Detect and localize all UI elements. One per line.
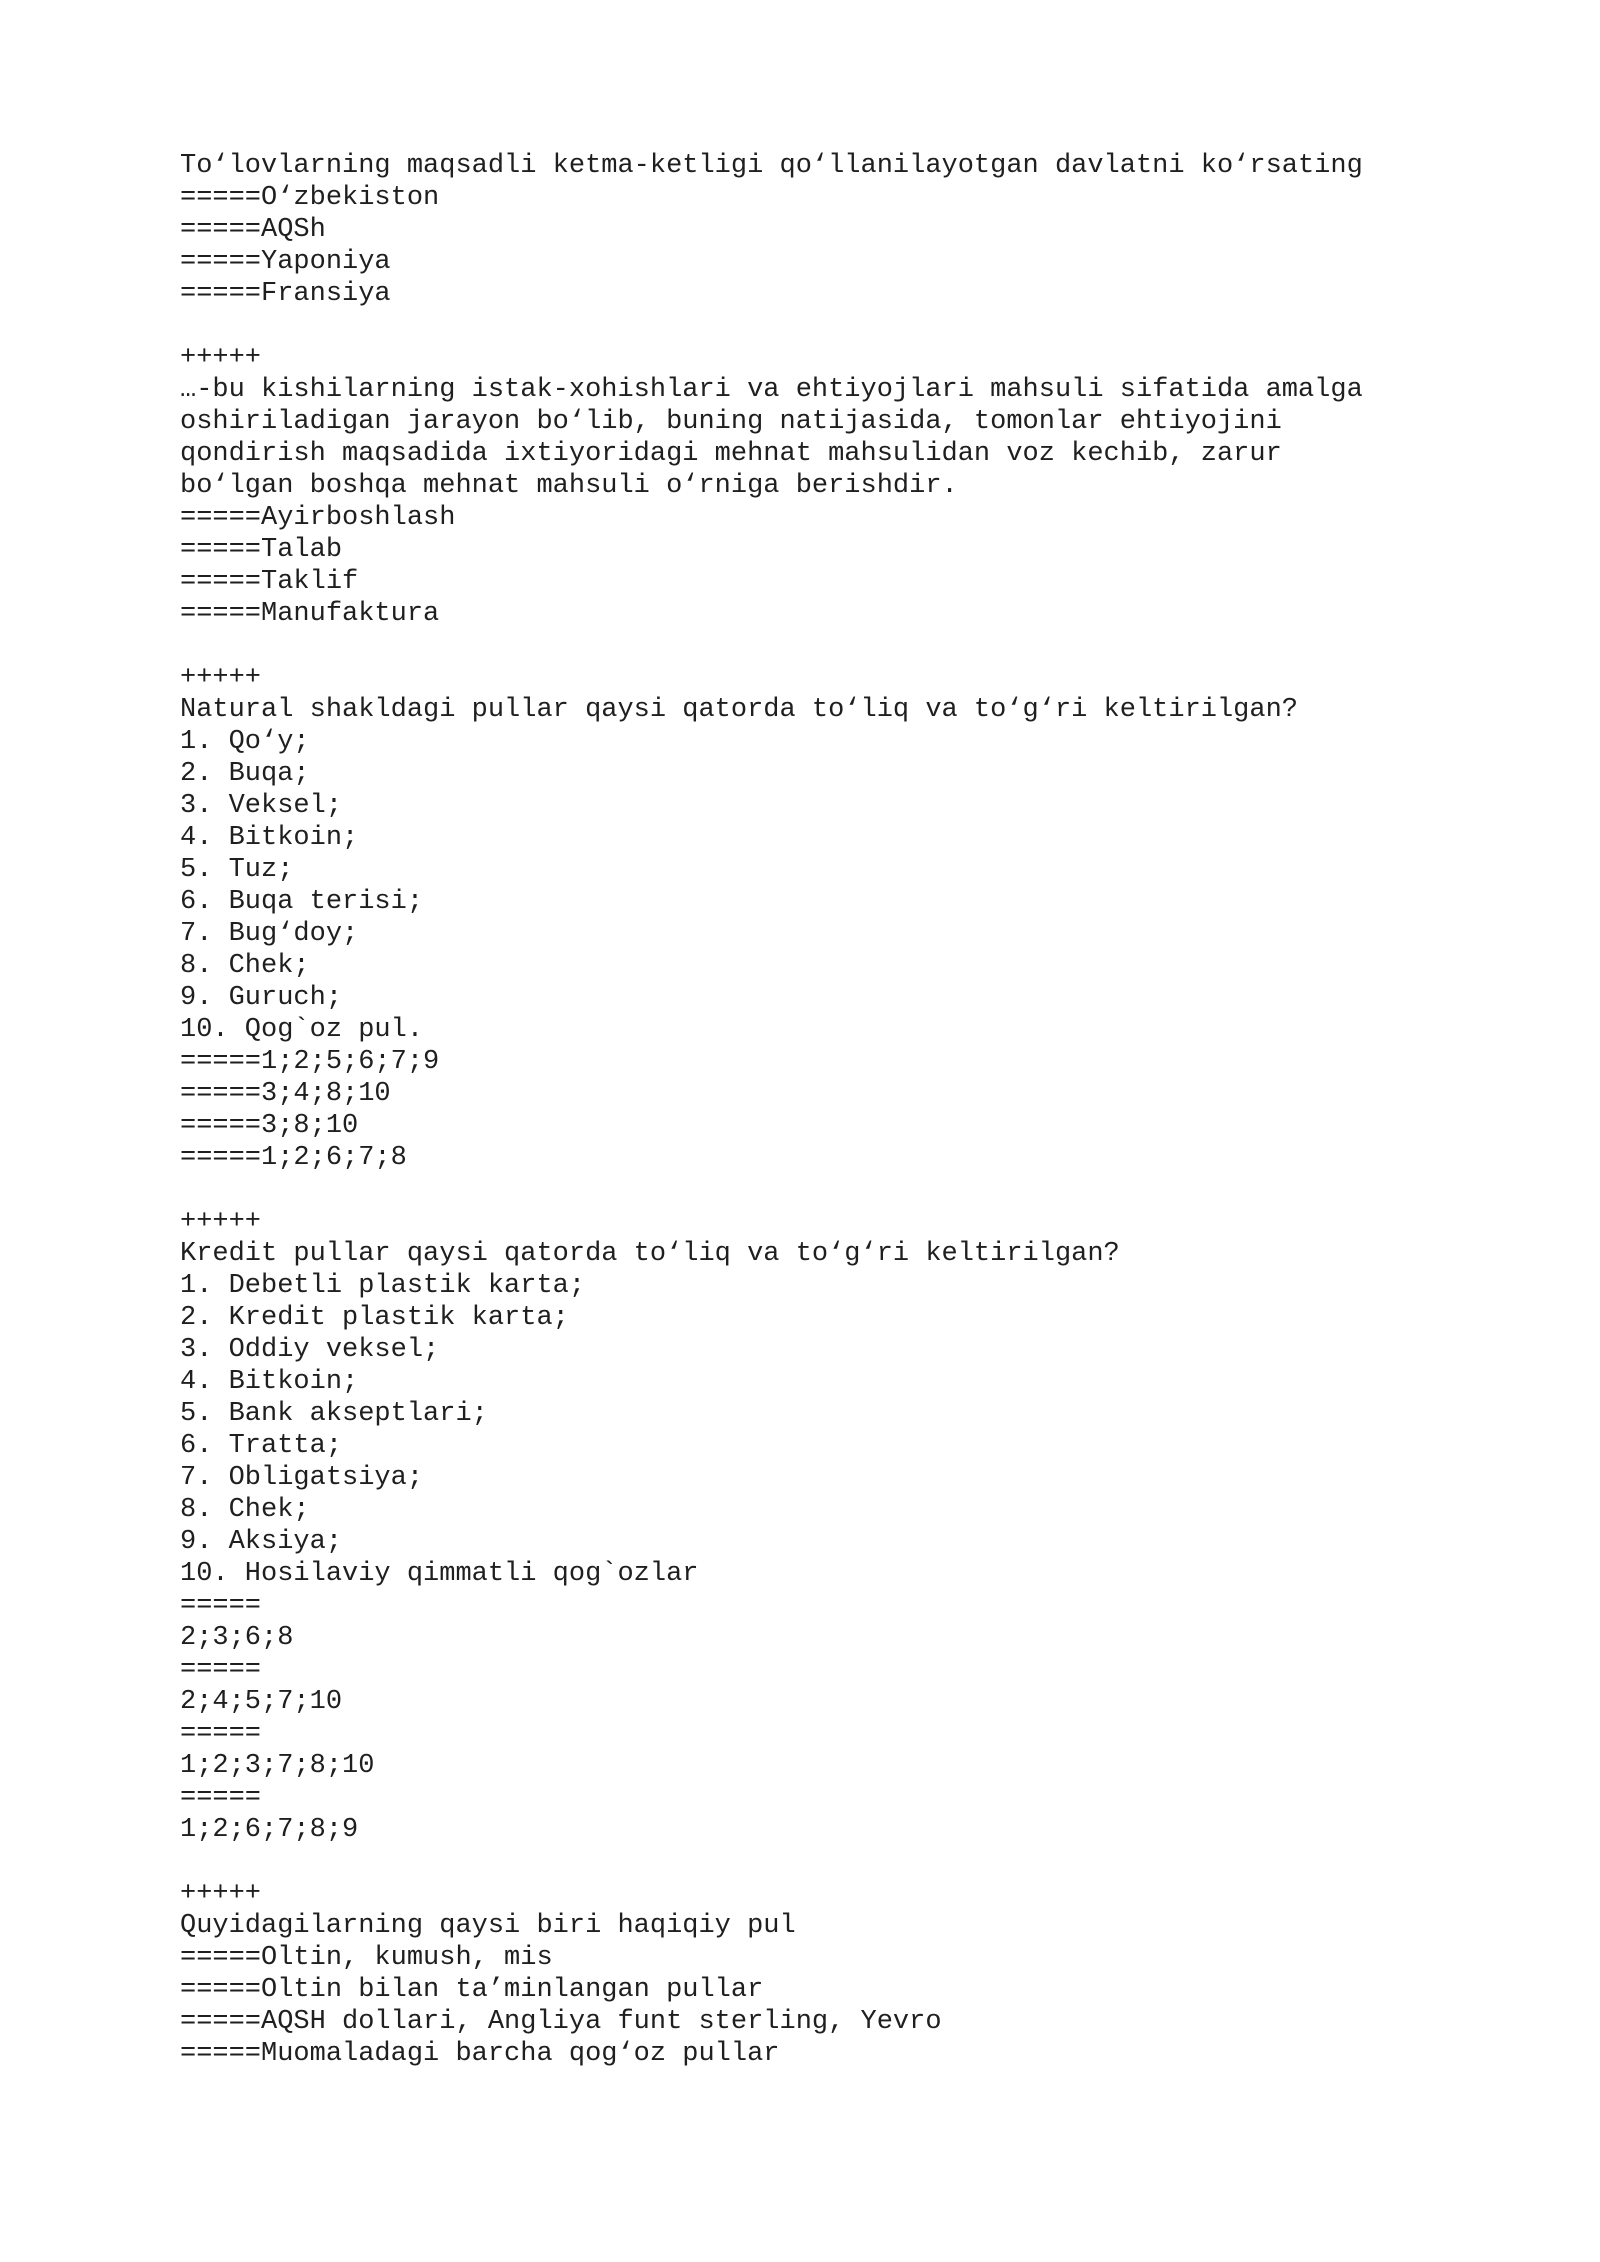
text-line: Natural shakldagi pullar qaysi qatorda to‘liq va to‘g‘ri keltirilgan?	[180, 695, 1298, 725]
text-line: 2;4;5;7;10	[180, 1687, 343, 1717]
text-line: Quyidagilarning qaysi biri haqiqiy pul	[180, 1911, 796, 1941]
answer-option: =====AQSH dollari, Angliya funt sterling, Yevro	[180, 2007, 942, 2037]
answer-option: =====Yaponiya	[180, 247, 391, 277]
list-item: 4. Bitkoin;	[180, 1367, 359, 1397]
answer-option: =====3;8;10	[180, 1111, 359, 1141]
answer-option: =====1;2;5;6;7;9	[180, 1047, 440, 1077]
answer-option: =====	[180, 1783, 262, 1813]
text-line: To‘lovlarning maqsadli ketma-ketligi qo‘llanilayotgan davlatni ko‘rsating	[180, 151, 1363, 181]
list-item: 5. Bank akseptlari;	[180, 1399, 488, 1429]
answer-option: =====	[180, 1719, 262, 1749]
list-item: 4. Bitkoin;	[180, 823, 359, 853]
list-item: 6. Buqa terisi;	[180, 887, 424, 917]
blank-line	[180, 310, 1480, 342]
answer-option: =====Manufaktura	[180, 599, 440, 629]
list-item: 3. Oddiy veksel;	[180, 1335, 440, 1365]
text-line: qondirish maqsadida ixtiyoridagi mehnat mahsulidan voz kechib, zarur	[180, 439, 1282, 469]
answer-option: =====Ayirboshlash	[180, 503, 456, 533]
blank-line	[180, 1846, 1480, 1878]
text-line: oshiriladigan jarayon bo‘lib, buning natijasida, tomonlar ehtiyojini	[180, 407, 1282, 437]
answer-option: =====	[180, 1655, 262, 1685]
question-separator: +++++	[180, 1207, 262, 1237]
text-line: 2;3;6;8	[180, 1623, 294, 1653]
list-item: 5. Tuz;	[180, 855, 294, 885]
list-item: 2. Buqa;	[180, 759, 310, 789]
answer-option: =====Taklif	[180, 567, 359, 597]
list-item: 8. Chek;	[180, 951, 310, 981]
list-item: 9. Aksiya;	[180, 1527, 343, 1557]
answer-option: =====Talab	[180, 535, 343, 565]
text-line: …-bu kishilarning istak-xohishlari va ehtiyojlari mahsuli sifatida amalga	[180, 375, 1363, 405]
list-item: 3. Veksel;	[180, 791, 343, 821]
list-item: 2. Kredit plastik karta;	[180, 1303, 569, 1333]
list-item: 7. Obligatsiya;	[180, 1463, 424, 1493]
answer-option: =====Muomaladagi barcha qog‘oz pullar	[180, 2039, 780, 2069]
answer-option: =====Oltin bilan ta’minlangan pullar	[180, 1975, 764, 2005]
text-line: 1;2;6;7;8;9	[180, 1815, 359, 1845]
list-item: 10. Qog`oz pul.	[180, 1015, 424, 1045]
question-separator: +++++	[180, 1879, 262, 1909]
list-item: 7. Bug‘doy;	[180, 919, 359, 949]
blank-line	[180, 630, 1480, 662]
question-separator: +++++	[180, 343, 262, 373]
list-item: 1. Debetli plastik karta;	[180, 1271, 586, 1301]
list-item: 10. Hosilaviy qimmatli qog`ozlar	[180, 1559, 699, 1589]
answer-option: =====	[180, 1591, 262, 1621]
text-line: 1;2;3;7;8;10	[180, 1751, 375, 1781]
answer-option: =====O‘zbekiston	[180, 183, 440, 213]
text-line: bo‘lgan boshqa mehnat mahsuli o‘rniga berishdir.	[180, 471, 958, 501]
text-line: Kredit pullar qaysi qatorda to‘liq va to‘g‘ri keltirilgan?	[180, 1239, 1120, 1269]
list-item: 6. Tratta;	[180, 1431, 343, 1461]
list-item: 9. Guruch;	[180, 983, 343, 1013]
answer-option: =====Oltin, kumush, mis	[180, 1943, 553, 1973]
answer-option: =====AQSh	[180, 215, 326, 245]
question-separator: +++++	[180, 663, 262, 693]
answer-option: =====Fransiya	[180, 279, 391, 309]
list-item: 8. Chek;	[180, 1495, 310, 1525]
answer-option: =====3;4;8;10	[180, 1079, 391, 1109]
list-item: 1. Qo‘y;	[180, 727, 310, 757]
document-text	[180, 150, 1480, 2070]
answer-option: =====1;2;6;7;8	[180, 1143, 407, 1173]
blank-line	[180, 1174, 1480, 1206]
